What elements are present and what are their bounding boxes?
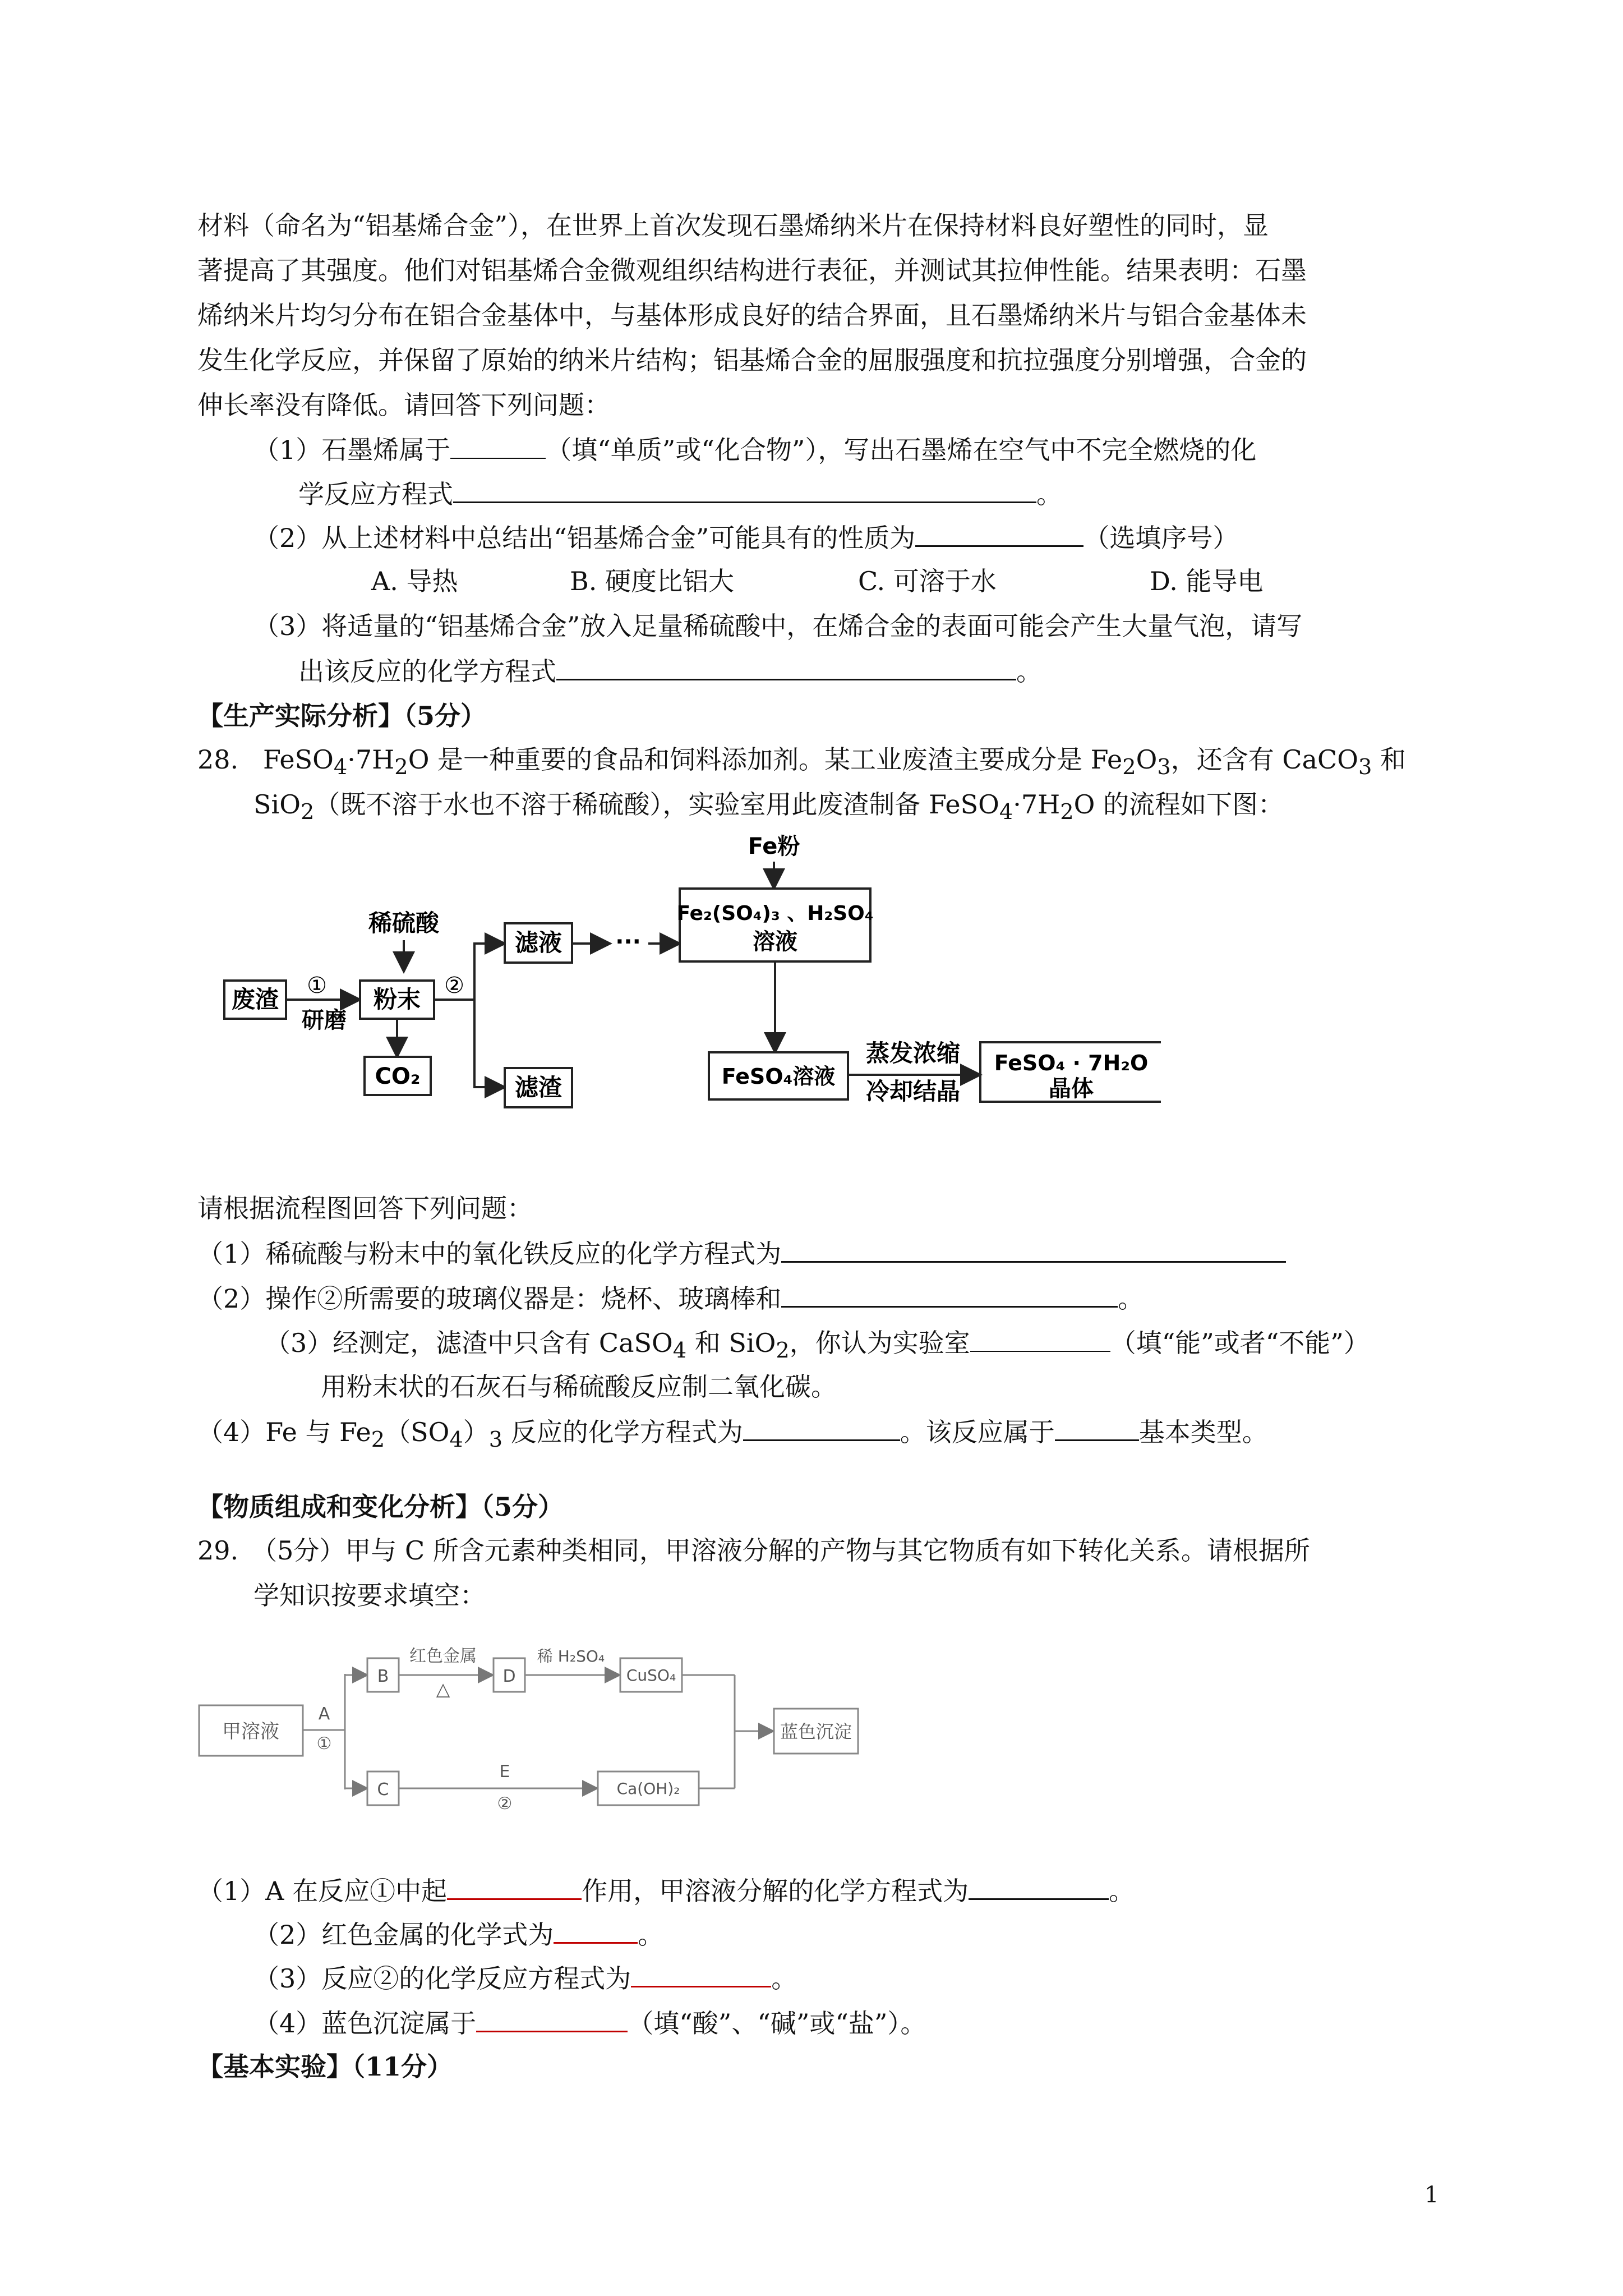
q28-number: 28. — [197, 744, 239, 775]
q28-q3-t4: （填“能”或者“不能”） — [1110, 1328, 1370, 1358]
q28-q2-text: （2）操作②所需要的玻璃仪器是：烧杯、玻璃棒和 — [197, 1283, 782, 1314]
q27-part3-line2 — [298, 654, 1042, 688]
q28-t6: 和 — [1372, 744, 1406, 775]
label-fe2so43: Fe₂(SO₄)₃ 、H₂SO₄ — [676, 902, 874, 925]
q27-p1-text3: 学反应方程式 — [298, 479, 453, 509]
label-co2: CO₂ — [375, 1064, 421, 1089]
q28-q4-t2: （SO — [385, 1417, 450, 1447]
q27-option-d: D. 能导电 — [1150, 566, 1264, 596]
q27-p1-text: （1）石墨烯属于 — [253, 435, 451, 465]
q28-question-1 — [197, 1236, 1286, 1271]
q28-question-3-cont: 用粉末状的石灰石与稀硫酸反应制二氧化碳。 — [321, 1372, 837, 1402]
label-waste: 废渣 — [231, 986, 279, 1013]
label-fe-powder: Fe粉 — [748, 834, 800, 859]
q28-q3-t2: 和 SiO — [686, 1328, 776, 1358]
q28-t8: （既不溶于水也不溶于稀硫酸），实验室用此废渣制备 FeSO — [314, 789, 999, 820]
label-crystal-formula: FeSO₄ · 7H₂O — [994, 1051, 1149, 1075]
q28-q4-t1: （4）Fe 与 Fe — [197, 1417, 371, 1447]
label-evaporate: 蒸发浓缩 — [865, 1039, 961, 1067]
q27-option-c: C. 可溶于水 — [858, 566, 997, 596]
q28-line-2 — [253, 788, 1284, 829]
q28-t3: O 是一种重要的食品和饲料添加剂。某工业废渣主要成分是 Fe — [408, 744, 1123, 775]
q27-option-b: B. 硬度比铝大 — [570, 566, 735, 596]
label-a: A — [318, 1704, 330, 1724]
intro-line-3: 烯纳米片均匀分布在铝合金基体中，与基体形成良好的结合界面，且石墨烯纳米片与铝合金基体未 — [197, 300, 1307, 330]
q28-questions-intro: 请根据流程图回答下列问题： — [197, 1193, 533, 1223]
label-blue-precipitate: 蓝色沉淀 — [780, 1721, 852, 1742]
q28-s6: 2 — [300, 799, 315, 825]
q28-blank-5[interactable] — [1055, 1415, 1139, 1441]
q27-p1-end: 。 — [1036, 479, 1062, 509]
q28-s3: 2 — [1122, 754, 1136, 780]
label-residue: 滤渣 — [514, 1074, 562, 1101]
q28-q4-s3: 3 — [488, 1427, 503, 1453]
q27-p1-text2: （填“单质”或“化合物”），写出石墨烯在空气中不完全燃烧的化 — [546, 435, 1257, 465]
q28-question-3 — [265, 1326, 1370, 1368]
q28-blank-3[interactable] — [970, 1326, 1110, 1352]
q28-q4-t4: 反应的化学方程式为 — [502, 1417, 743, 1447]
q29-question-2 — [253, 1917, 663, 1952]
q28-q4-t3: ） — [463, 1417, 489, 1447]
q28-line-1 — [197, 743, 1406, 784]
q29-blank-2[interactable] — [969, 1874, 1109, 1900]
q28-s1: 4 — [333, 754, 348, 780]
q29-line-1: 29. （5分）甲与 C 所含元素种类相同，甲溶液分解的产物与其它物质有如下转化关系。请根据所 — [197, 1535, 1310, 1566]
q29-q2-end: 。 — [638, 1920, 664, 1950]
label-crystal: 晶体 — [1049, 1076, 1094, 1102]
page-number: 1 — [1424, 2182, 1439, 2208]
intro-line-1: 材料（命名为“铝基烯合金”），在世界上首次发现石墨烯纳米片在保持材料良好塑性的同时，显 — [197, 210, 1269, 241]
q28-q4-s1: 2 — [371, 1427, 385, 1453]
q28-t2: ·7H — [347, 744, 395, 775]
label-heat: △ — [436, 1678, 450, 1700]
section-production-header — [197, 699, 486, 733]
label-powder: 粉末 — [373, 986, 421, 1013]
q29-q1-t2: 作用，甲溶液分解的化学方程式为 — [582, 1876, 969, 1906]
q29-blank-3[interactable] — [554, 1917, 638, 1944]
q27-blank-1[interactable] — [450, 433, 546, 459]
q27-blank-3[interactable] — [915, 521, 1083, 547]
q29-line-2: 学知识按要求填空： — [253, 1580, 486, 1611]
label-c: C — [377, 1780, 389, 1800]
section-title: 【基本实验】 — [197, 2051, 352, 2082]
flowchart-transformations — [196, 1638, 869, 1823]
q28-t9: ·7H — [1013, 789, 1061, 820]
label-reaction-1: ① — [316, 1734, 332, 1754]
q28-q3-t3: ，你认为实验室 — [789, 1328, 970, 1358]
q29-q3-end: 。 — [771, 1963, 797, 1994]
label-filtrate: 滤液 — [514, 929, 562, 956]
q28-question-4 — [197, 1415, 1268, 1457]
label-jia-solution: 甲溶液 — [222, 1720, 279, 1743]
q29-q1-end: 。 — [1109, 1876, 1135, 1906]
q28-q3-s1: 4 — [672, 1338, 687, 1364]
q27-blank-4[interactable] — [556, 654, 1016, 680]
label-d: D — [502, 1667, 516, 1686]
q29-q2-t1: （2）红色金属的化学式为 — [253, 1920, 554, 1950]
q27-part3-line1: （3）将适量的“铝基烯合金”放入足量稀硫酸中，在烯合金的表面可能会产生大量气泡，请写 — [253, 611, 1303, 641]
q28-question-2 — [197, 1281, 1144, 1315]
q29-blank-1[interactable] — [447, 1874, 582, 1900]
label-cuso4: CuSO₄ — [626, 1666, 676, 1685]
q28-t5: ，还含有 CaCO — [1170, 744, 1358, 775]
label-dilute-acid: 稀硫酸 — [368, 909, 440, 937]
q29-question-3 — [253, 1961, 797, 1995]
q27-blank-2[interactable] — [453, 477, 1036, 503]
intro-line-5: 伸长率没有降低。请回答下列问题： — [197, 390, 610, 420]
q28-blank-2[interactable] — [781, 1281, 1118, 1308]
q28-t1: FeSO — [263, 744, 334, 775]
flowchart-feso4 — [213, 830, 1178, 1133]
q29-q4-t1: （4）蓝色沉淀属于 — [253, 2008, 477, 2039]
label-reaction-2: ② — [497, 1794, 513, 1814]
q28-blank-4[interactable] — [743, 1415, 900, 1441]
label-step1: ① — [307, 973, 327, 999]
label-step2: ② — [444, 973, 464, 999]
q28-q3-t1: （3）经测定，滤渣中只含有 CaSO — [265, 1328, 673, 1358]
label-caoh2: Ca(OH)₂ — [616, 1779, 680, 1798]
q29-q1-t1: （1）A 在反应①中起 — [197, 1876, 448, 1906]
q28-s7: 4 — [999, 799, 1013, 825]
q28-q4-t6: 基本类型。 — [1138, 1417, 1268, 1447]
q28-s5: 3 — [1358, 754, 1372, 780]
label-dilute-h2so4: 稀 H₂SO₄ — [537, 1647, 605, 1665]
q28-s2: 2 — [394, 754, 408, 780]
section-score: （5分） — [404, 701, 487, 731]
section-score: （5分） — [481, 1492, 564, 1522]
q28-q2-end: 。 — [1118, 1283, 1144, 1314]
q28-t10: O 的流程如下图： — [1073, 789, 1284, 820]
q29-question-1 — [197, 1874, 1135, 1908]
label-solution: 溶液 — [753, 929, 797, 955]
q27-p3-text: 出该反应的化学方程式 — [298, 656, 556, 687]
q27-p3-end: 。 — [1016, 656, 1042, 687]
q27-option-a: A. 导热 — [371, 566, 458, 596]
label-e: E — [499, 1762, 510, 1782]
label-red-metal: 红色金属 — [409, 1646, 477, 1666]
q29-blank-5[interactable] — [476, 2006, 628, 2032]
label-feso4-solution: FeSO₄溶液 — [721, 1064, 836, 1089]
label-cool-crystallize: 冷却结晶 — [865, 1078, 961, 1105]
q28-q3-s2: 2 — [776, 1338, 790, 1364]
section-title: 【生产实际分析】 — [197, 701, 404, 731]
q27-p2-text2: （选填序号） — [1083, 523, 1239, 553]
q29-q4-t2: （填“酸”、“碱”或“盐”）。 — [628, 2008, 926, 2039]
section-score: （11分） — [352, 2051, 453, 2082]
q27-part1-line1 — [253, 433, 1256, 467]
label-b: B — [377, 1667, 389, 1686]
section-basic-experiment-header — [197, 2050, 453, 2083]
label-dots: ··· — [615, 929, 641, 955]
q29-question-4 — [253, 2006, 926, 2040]
q29-blank-4[interactable] — [631, 1961, 771, 1987]
q27-p2-text: （2）从上述材料中总结出“铝基烯合金”可能具有的性质为 — [253, 523, 916, 553]
q28-t7: SiO — [253, 789, 301, 820]
label-grind: 研磨 — [302, 1007, 347, 1033]
q28-q4-t5: 。该反应属于 — [900, 1417, 1055, 1447]
q28-blank-1[interactable] — [781, 1236, 1286, 1263]
q28-s8: 2 — [1060, 799, 1074, 825]
q28-s4: 3 — [1157, 754, 1171, 780]
q29-q3-t1: （3）反应②的化学反应方程式为 — [253, 1963, 631, 1994]
intro-line-4: 发生化学反应，并保留了原始的纳米片结构；铝基烯合金的屈服强度和抗拉强度分别增强，合金的 — [197, 345, 1307, 375]
q28-q4-s2: 4 — [449, 1427, 463, 1453]
q28-q1-text: （1）稀硫酸与粉末中的氧化铁反应的化学方程式为 — [197, 1239, 782, 1269]
section-composition-header — [197, 1490, 564, 1524]
intro-line-2: 著提高了其强度。他们对铝基烯合金微观组织结构进行表征，并测试其拉伸性能。结果表明：石墨 — [197, 255, 1307, 286]
q28-t4: O — [1136, 744, 1158, 775]
q27-part2 — [253, 521, 1238, 555]
section-title: 【物质组成和变化分析】 — [197, 1492, 481, 1522]
q27-part1-line2 — [298, 477, 1062, 511]
